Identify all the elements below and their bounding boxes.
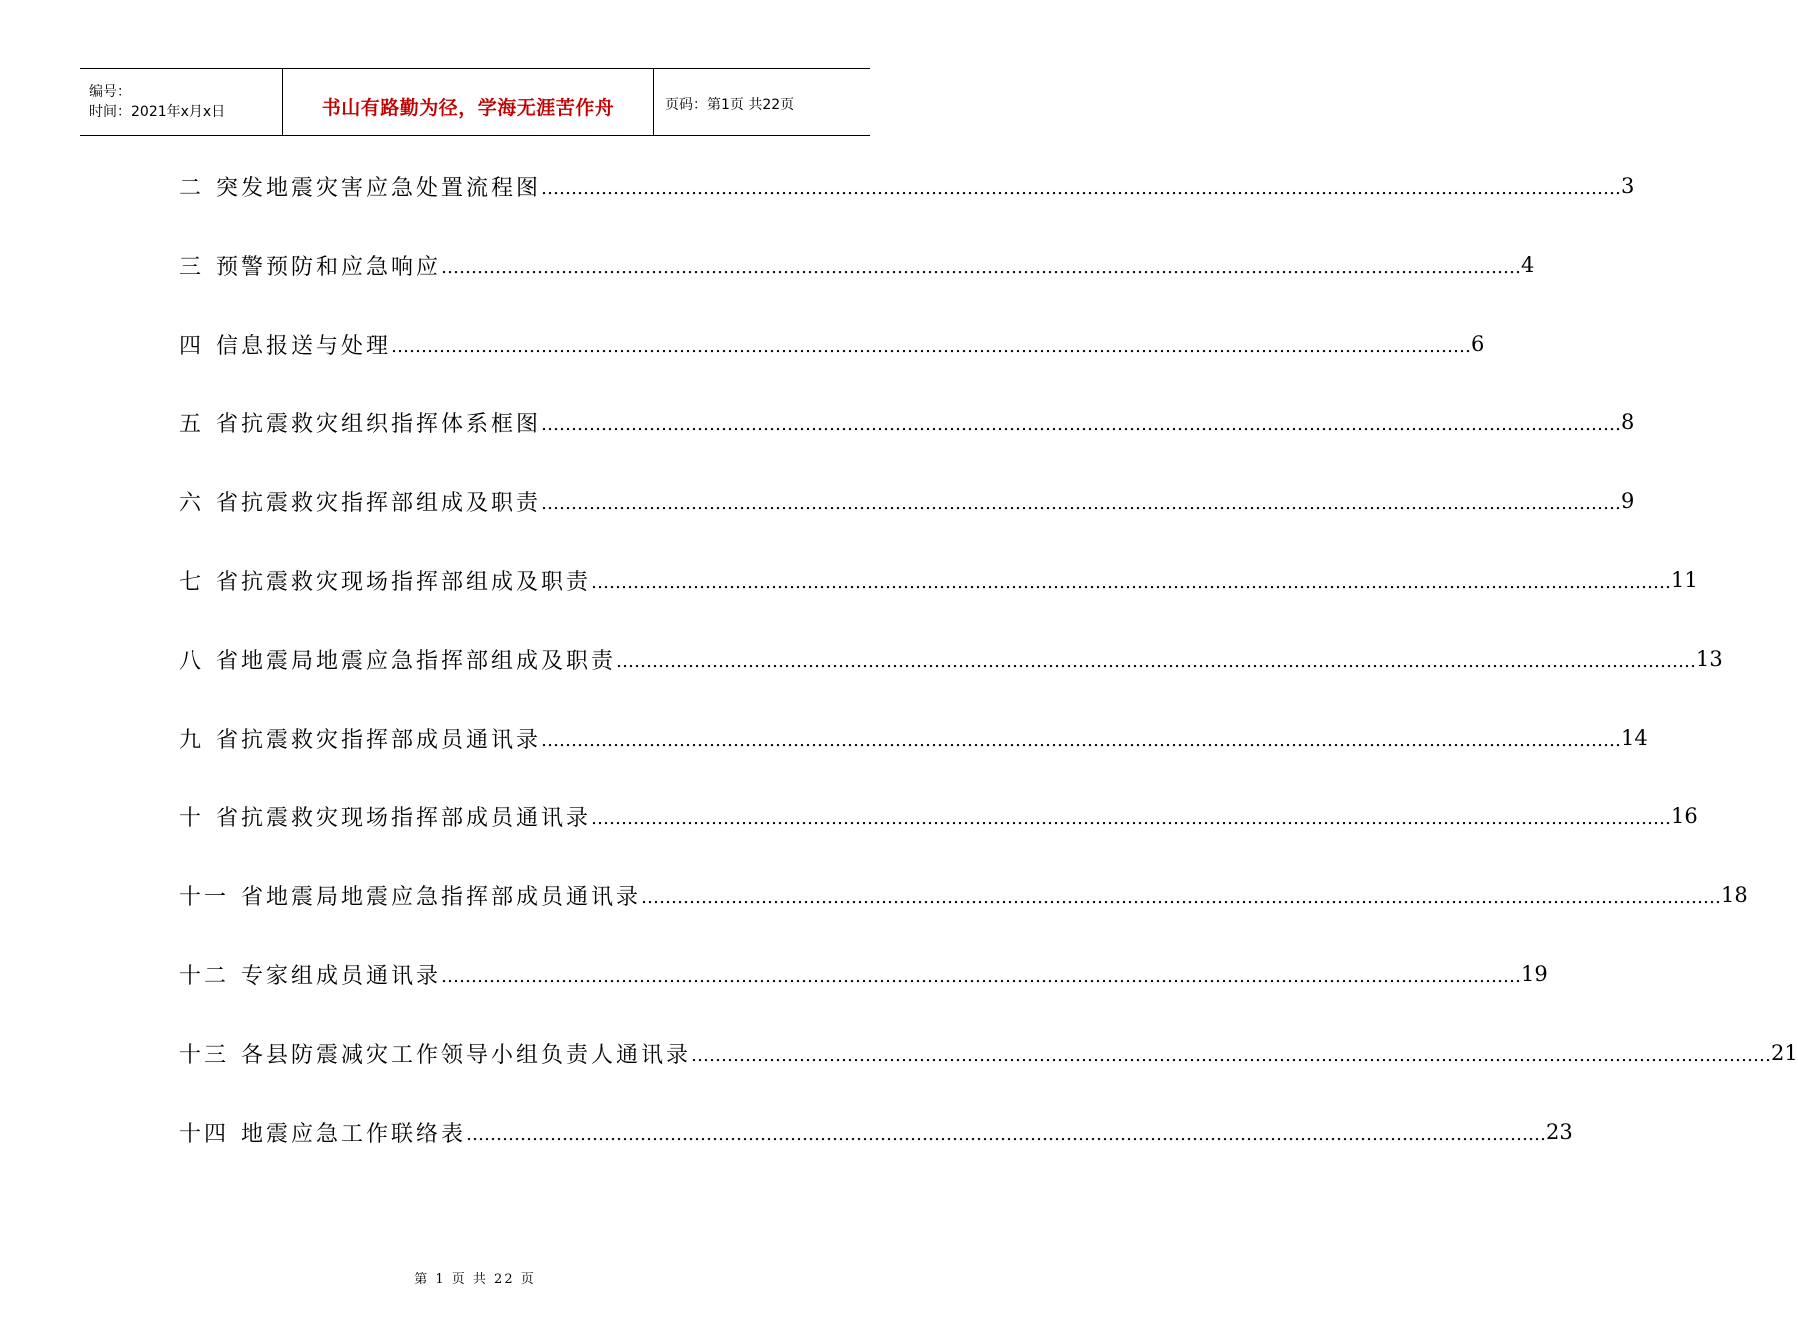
toc-item [179,405,1635,439]
toc-item [179,248,1535,282]
toc-item-title: 各县防震减灾工作领导小组负责人通讯录 [241,1042,692,1068]
toc-item-number: 十四 [179,1121,230,1147]
toc-item-number: 二 [179,175,205,201]
toc-item-page: 14 [1621,726,1648,750]
toc-item-page: 9 [1621,489,1635,513]
header-motto [282,69,654,135]
toc-item-title: 省抗震救灾现场指挥部成员通讯录 [216,805,592,831]
footer-page-number: 第 1 页 共 22 页 [414,1272,536,1287]
toc-item-title: 省地震局地震应急指挥部组成及职责 [216,648,617,674]
toc-item [179,327,1485,361]
toc-leader-dots: ……………………………………………………………………………………………………………………………………………………………… [541,177,1622,199]
toc-item-title: 专家组成员通讯录 [241,963,442,989]
toc-item-page: 18 [1721,883,1748,907]
toc-item-title: 省地震局地震应急指挥部成员通讯录 [241,884,642,910]
toc-item [179,1115,1573,1149]
toc-item-number: 八 [179,648,205,674]
toc-item-page: 16 [1671,804,1698,828]
toc-leader-dots: ……………………………………………………………………………………………………………………………………………………………… [466,1123,1547,1145]
toc-item-title: 突发地震灾害应急处置流程图 [216,175,542,201]
toc-leader-dots: ……………………………………………………………………………………………………………………………………………………………… [441,965,1522,987]
toc-item-number: 十一 [179,884,230,910]
toc-item-title: 省抗震救灾指挥部成员通讯录 [216,727,542,753]
toc-item [179,878,1748,912]
page-info-text: 页码：第1页 共22页 [665,97,795,113]
toc-item [179,1036,1798,1070]
toc-item-page: 11 [1671,568,1698,592]
header-page-info [654,69,870,135]
toc-leader-dots: ……………………………………………………………………………………………………………………………………………………………… [591,571,1672,593]
toc-leader-dots: ……………………………………………………………………………………………………………………………………………………………… [391,335,1472,357]
page-footer [0,1268,950,1287]
toc-item-page: 3 [1621,174,1635,198]
toc-item-number: 四 [179,333,205,359]
toc-leader-dots: ……………………………………………………………………………………………………………………………………………………………… [616,650,1697,672]
toc-item-number: 十三 [179,1042,230,1068]
toc-item [179,484,1635,518]
toc-item-title: 信息报送与处理 [216,333,392,359]
toc-item-title: 预警预防和应急响应 [216,254,442,280]
toc-item-page: 4 [1521,253,1535,277]
toc-item-title: 省抗震救灾现场指挥部组成及职责 [216,569,592,595]
toc-item-title: 地震应急工作联络表 [241,1121,467,1147]
toc-item-page: 8 [1621,410,1635,434]
toc-item-page: 13 [1696,647,1723,671]
toc-leader-dots: ……………………………………………………………………………………………………………………………………………………………… [541,492,1622,514]
toc-leader-dots: ……………………………………………………………………………………………………………………………………………………………… [441,256,1522,278]
toc-item-title: 省抗震救灾组织指挥体系框图 [216,411,542,437]
toc-item-number: 十二 [179,963,230,989]
toc-item-number: 十 [179,805,205,831]
toc-leader-dots: ……………………………………………………………………………………………………………………………………………………………… [691,1044,1772,1066]
toc-leader-dots: ……………………………………………………………………………………………………………………………………………………………… [541,729,1622,751]
document-date: 时间：2021年x月x日 [89,104,226,120]
motto-text: 书山有路勤为径，学海无涯苦作舟 [321,96,615,119]
toc-item-number: 五 [179,411,205,437]
toc-leader-dots: ……………………………………………………………………………………………………………………………………………………………… [591,807,1672,829]
toc-item [179,957,1548,991]
toc-item-number: 六 [179,490,205,516]
toc-item-page: 19 [1521,962,1548,986]
toc-item [179,799,1698,833]
toc-item-number: 三 [179,254,205,280]
header-meta [80,69,282,135]
toc-item [179,563,1698,597]
toc-item-page: 6 [1471,332,1485,356]
page-header [80,68,870,136]
toc-item [179,169,1635,203]
toc-item-page: 21 [1771,1041,1798,1065]
document-number-label: 编号： [89,84,131,100]
toc-item-number: 九 [179,727,205,753]
toc-leader-dots: ……………………………………………………………………………………………………………………………………………………………… [641,886,1722,908]
toc-leader-dots: ……………………………………………………………………………………………………………………………………………………………… [541,413,1622,435]
toc-item-page: 23 [1546,1120,1573,1144]
toc-item-number: 七 [179,569,205,595]
toc-item [179,721,1648,755]
toc-item-title: 省抗震救灾指挥部组成及职责 [216,490,542,516]
toc-item [179,642,1723,676]
